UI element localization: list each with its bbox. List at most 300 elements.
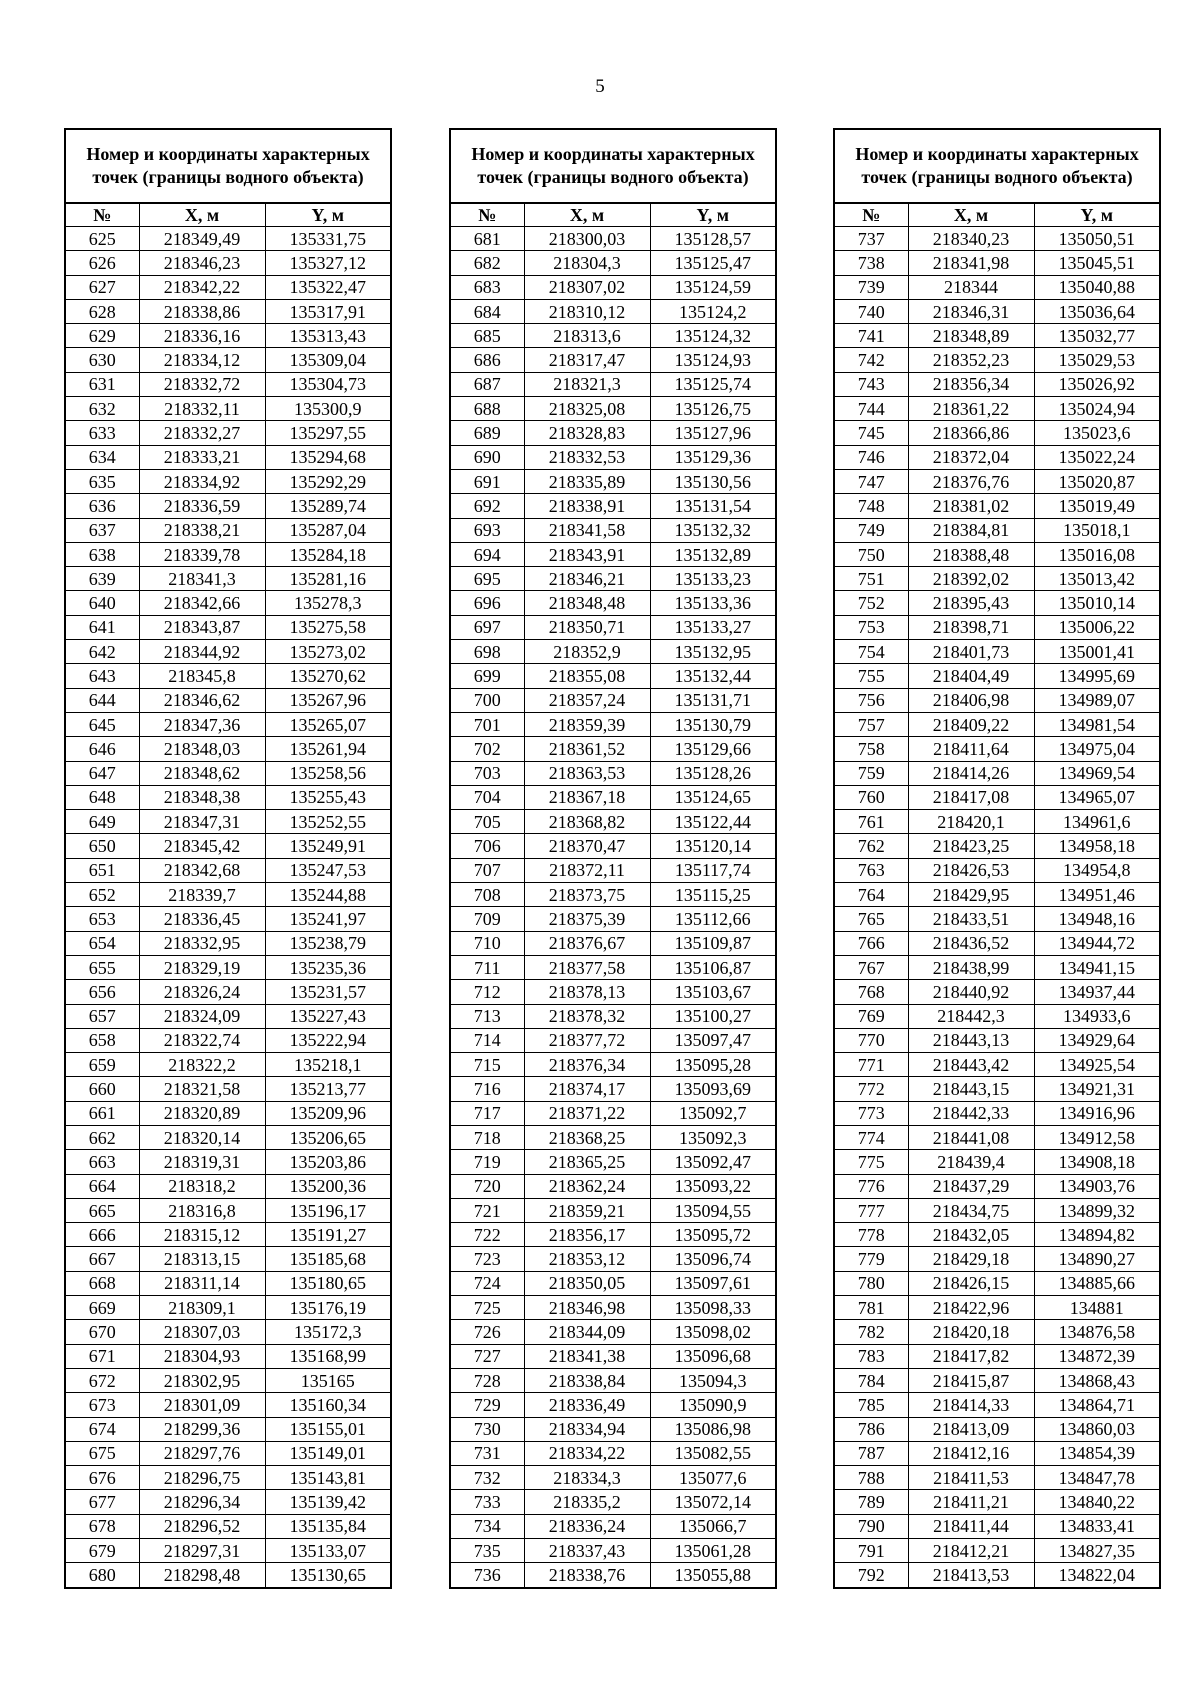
x-coordinate-cell: 218377,72	[524, 1028, 650, 1052]
x-coordinate-cell: 218349,49	[139, 227, 265, 251]
point-number-cell: 761	[834, 810, 908, 834]
table-row	[450, 761, 776, 785]
y-coordinate-cell: 135176,19	[265, 1296, 391, 1320]
y-coordinate-cell: 134833,41	[1034, 1514, 1160, 1538]
point-number-cell: 718	[450, 1125, 524, 1149]
table-row	[834, 1150, 1160, 1174]
x-coordinate-cell: 218366,86	[908, 421, 1034, 445]
y-coordinate-cell: 134965,07	[1034, 785, 1160, 809]
y-coordinate-cell: 135133,27	[650, 615, 776, 639]
y-coordinate-cell: 134933,6	[1034, 1004, 1160, 1028]
point-number-cell: 739	[834, 275, 908, 299]
point-number-cell: 768	[834, 980, 908, 1004]
y-coordinate-cell: 135124,59	[650, 275, 776, 299]
y-coordinate-cell: 135036,64	[1034, 299, 1160, 323]
y-coordinate-cell: 135185,68	[265, 1247, 391, 1271]
y-coordinate-cell: 135010,14	[1034, 591, 1160, 615]
point-number-cell: 705	[450, 810, 524, 834]
point-number-cell: 790	[834, 1514, 908, 1538]
y-coordinate-cell: 135227,43	[265, 1004, 391, 1028]
table-row	[834, 980, 1160, 1004]
y-coordinate-cell: 135327,12	[265, 251, 391, 275]
x-coordinate-cell: 218413,09	[908, 1417, 1034, 1441]
point-number-cell: 750	[834, 542, 908, 566]
x-coordinate-cell: 218441,08	[908, 1125, 1034, 1149]
y-coordinate-cell: 135045,51	[1034, 251, 1160, 275]
point-number-cell: 744	[834, 397, 908, 421]
table-row	[65, 883, 391, 907]
point-number-cell: 792	[834, 1563, 908, 1588]
x-coordinate-cell: 218363,53	[524, 761, 650, 785]
x-coordinate-cell: 218332,53	[524, 445, 650, 469]
table-row	[65, 275, 391, 299]
y-coordinate-cell: 135284,18	[265, 542, 391, 566]
x-coordinate-cell: 218336,49	[524, 1393, 650, 1417]
y-coordinate-cell: 135127,96	[650, 421, 776, 445]
x-coordinate-cell: 218370,47	[524, 834, 650, 858]
y-coordinate-cell: 135304,73	[265, 372, 391, 396]
point-number-cell: 659	[65, 1053, 139, 1077]
table-row	[834, 931, 1160, 955]
table-row	[450, 251, 776, 275]
point-number-cell: 734	[450, 1514, 524, 1538]
table-row	[834, 445, 1160, 469]
y-coordinate-cell: 135129,36	[650, 445, 776, 469]
point-number-cell: 741	[834, 324, 908, 348]
point-number-cell: 775	[834, 1150, 908, 1174]
point-number-cell: 730	[450, 1417, 524, 1441]
x-coordinate-cell: 218398,71	[908, 615, 1034, 639]
table-row	[834, 640, 1160, 664]
x-coordinate-cell: 218414,33	[908, 1393, 1034, 1417]
point-number-cell: 691	[450, 469, 524, 493]
x-coordinate-cell: 218411,53	[908, 1466, 1034, 1490]
y-coordinate-cell: 135094,55	[650, 1198, 776, 1222]
table-row	[450, 1247, 776, 1271]
point-number-cell: 692	[450, 494, 524, 518]
table-row	[834, 1004, 1160, 1028]
table-row	[65, 227, 391, 251]
y-coordinate-cell: 135100,27	[650, 1004, 776, 1028]
x-coordinate-cell: 218348,03	[139, 737, 265, 761]
x-coordinate-cell: 218297,31	[139, 1539, 265, 1563]
point-number-cell: 688	[450, 397, 524, 421]
y-coordinate-cell: 135124,93	[650, 348, 776, 372]
x-coordinate-cell: 218359,21	[524, 1198, 650, 1222]
column-header-y: Y, м	[650, 203, 776, 227]
table-row	[65, 518, 391, 542]
y-coordinate-cell: 134868,43	[1034, 1368, 1160, 1392]
y-coordinate-cell: 135278,3	[265, 591, 391, 615]
x-coordinate-cell: 218373,75	[524, 883, 650, 907]
point-number-cell: 625	[65, 227, 139, 251]
y-coordinate-cell: 134840,22	[1034, 1490, 1160, 1514]
table-row	[65, 1514, 391, 1538]
y-coordinate-cell: 135086,98	[650, 1417, 776, 1441]
table-row	[834, 1053, 1160, 1077]
table-row	[65, 1539, 391, 1563]
table-row	[450, 737, 776, 761]
point-number-cell: 638	[65, 542, 139, 566]
x-coordinate-cell: 218296,34	[139, 1490, 265, 1514]
y-coordinate-cell: 135218,1	[265, 1053, 391, 1077]
point-number-cell: 686	[450, 348, 524, 372]
table-row	[450, 591, 776, 615]
table-row	[450, 980, 776, 1004]
table-row	[450, 712, 776, 736]
table-row	[65, 980, 391, 1004]
y-coordinate-cell: 134981,54	[1034, 712, 1160, 736]
x-coordinate-cell: 218404,49	[908, 664, 1034, 688]
point-number-cell: 684	[450, 299, 524, 323]
table-row	[65, 688, 391, 712]
table-row	[65, 737, 391, 761]
point-number-cell: 708	[450, 883, 524, 907]
point-number-cell: 653	[65, 907, 139, 931]
table-row	[450, 469, 776, 493]
point-number-cell: 658	[65, 1028, 139, 1052]
point-number-cell: 635	[65, 469, 139, 493]
y-coordinate-cell: 135168,99	[265, 1344, 391, 1368]
point-number-cell: 661	[65, 1101, 139, 1125]
point-number-cell: 776	[834, 1174, 908, 1198]
table-row	[450, 227, 776, 251]
y-coordinate-cell: 135130,56	[650, 469, 776, 493]
y-coordinate-cell: 135143,81	[265, 1466, 391, 1490]
point-number-cell: 676	[65, 1466, 139, 1490]
y-coordinate-cell: 135133,23	[650, 567, 776, 591]
x-coordinate-cell: 218334,12	[139, 348, 265, 372]
column-header-y: Y, м	[265, 203, 391, 227]
x-coordinate-cell: 218342,66	[139, 591, 265, 615]
table-row	[65, 834, 391, 858]
x-coordinate-cell: 218320,89	[139, 1101, 265, 1125]
y-coordinate-cell: 135191,27	[265, 1223, 391, 1247]
point-number-cell: 629	[65, 324, 139, 348]
point-number-cell: 652	[65, 883, 139, 907]
x-coordinate-cell: 218335,89	[524, 469, 650, 493]
y-coordinate-cell: 135094,3	[650, 1368, 776, 1392]
table-row	[65, 372, 391, 396]
x-coordinate-cell: 218420,1	[908, 810, 1034, 834]
x-coordinate-cell: 218333,21	[139, 445, 265, 469]
x-coordinate-cell: 218335,2	[524, 1490, 650, 1514]
table-row	[450, 542, 776, 566]
point-number-cell: 700	[450, 688, 524, 712]
column-header-x: X, м	[139, 203, 265, 227]
x-coordinate-cell: 218440,92	[908, 980, 1034, 1004]
y-coordinate-cell: 135050,51	[1034, 227, 1160, 251]
y-coordinate-cell: 135200,36	[265, 1174, 391, 1198]
x-coordinate-cell: 218350,71	[524, 615, 650, 639]
table-row	[834, 883, 1160, 907]
x-coordinate-cell: 218423,25	[908, 834, 1034, 858]
point-number-cell: 678	[65, 1514, 139, 1538]
x-coordinate-cell: 218356,17	[524, 1223, 650, 1247]
point-number-cell: 765	[834, 907, 908, 931]
x-coordinate-cell: 218443,15	[908, 1077, 1034, 1101]
x-coordinate-cell: 218368,25	[524, 1125, 650, 1149]
x-coordinate-cell: 218296,52	[139, 1514, 265, 1538]
x-coordinate-cell: 218436,52	[908, 931, 1034, 955]
y-coordinate-cell: 135222,94	[265, 1028, 391, 1052]
y-coordinate-cell: 135103,67	[650, 980, 776, 1004]
y-coordinate-cell: 135275,58	[265, 615, 391, 639]
point-number-cell: 640	[65, 591, 139, 615]
table-body	[834, 227, 1160, 1588]
x-coordinate-cell: 218332,27	[139, 421, 265, 445]
x-coordinate-cell: 218414,26	[908, 761, 1034, 785]
x-coordinate-cell: 218384,81	[908, 518, 1034, 542]
x-coordinate-cell: 218337,43	[524, 1539, 650, 1563]
point-number-cell: 746	[834, 445, 908, 469]
x-coordinate-cell: 218344,92	[139, 640, 265, 664]
point-number-cell: 747	[834, 469, 908, 493]
point-number-cell: 649	[65, 810, 139, 834]
y-coordinate-cell: 135023,6	[1034, 421, 1160, 445]
point-number-cell: 669	[65, 1296, 139, 1320]
table-row	[450, 664, 776, 688]
y-coordinate-cell: 134864,71	[1034, 1393, 1160, 1417]
table-row	[65, 324, 391, 348]
x-coordinate-cell: 218342,22	[139, 275, 265, 299]
point-number-cell: 694	[450, 542, 524, 566]
point-number-cell: 737	[834, 227, 908, 251]
x-coordinate-cell: 218422,96	[908, 1296, 1034, 1320]
coordinates-table-3	[833, 128, 1161, 1589]
x-coordinate-cell: 218346,21	[524, 567, 650, 591]
table-row	[65, 1344, 391, 1368]
point-number-cell: 728	[450, 1368, 524, 1392]
table-row	[65, 1368, 391, 1392]
point-number-cell: 660	[65, 1077, 139, 1101]
y-coordinate-cell: 135196,17	[265, 1198, 391, 1222]
x-coordinate-cell: 218439,4	[908, 1150, 1034, 1174]
table-row	[450, 1028, 776, 1052]
y-coordinate-cell: 135112,66	[650, 907, 776, 931]
y-coordinate-cell: 135309,04	[265, 348, 391, 372]
column-header-number: №	[65, 203, 139, 227]
y-coordinate-cell: 134948,16	[1034, 907, 1160, 931]
point-number-cell: 715	[450, 1053, 524, 1077]
table-row	[450, 1368, 776, 1392]
y-coordinate-cell: 135117,74	[650, 858, 776, 882]
table-row	[834, 227, 1160, 251]
y-coordinate-cell: 135093,22	[650, 1174, 776, 1198]
x-coordinate-cell: 218426,53	[908, 858, 1034, 882]
table-row	[65, 664, 391, 688]
x-coordinate-cell: 218344,09	[524, 1320, 650, 1344]
x-coordinate-cell: 218345,8	[139, 664, 265, 688]
table-row	[450, 955, 776, 979]
table-row	[65, 712, 391, 736]
x-coordinate-cell: 218328,83	[524, 421, 650, 445]
x-coordinate-cell: 218336,59	[139, 494, 265, 518]
point-number-cell: 642	[65, 640, 139, 664]
x-coordinate-cell: 218304,93	[139, 1344, 265, 1368]
x-coordinate-cell: 218376,76	[908, 469, 1034, 493]
y-coordinate-cell: 135077,6	[650, 1466, 776, 1490]
y-coordinate-cell: 135180,65	[265, 1271, 391, 1295]
point-number-cell: 628	[65, 299, 139, 323]
point-number-cell: 665	[65, 1198, 139, 1222]
y-coordinate-cell: 135247,53	[265, 858, 391, 882]
x-coordinate-cell: 218371,22	[524, 1101, 650, 1125]
point-number-cell: 738	[834, 251, 908, 275]
table-row	[65, 785, 391, 809]
table-row	[450, 810, 776, 834]
point-number-cell: 725	[450, 1296, 524, 1320]
table-row	[65, 494, 391, 518]
point-number-cell: 758	[834, 737, 908, 761]
y-coordinate-cell: 135252,55	[265, 810, 391, 834]
point-number-cell: 754	[834, 640, 908, 664]
x-coordinate-cell: 218388,48	[908, 542, 1034, 566]
table-row	[450, 1296, 776, 1320]
y-coordinate-cell: 135016,08	[1034, 542, 1160, 566]
point-number-cell: 662	[65, 1125, 139, 1149]
x-coordinate-cell: 218359,39	[524, 712, 650, 736]
x-coordinate-cell: 218352,23	[908, 348, 1034, 372]
x-coordinate-cell: 218376,67	[524, 931, 650, 955]
x-coordinate-cell: 218316,8	[139, 1198, 265, 1222]
y-coordinate-cell: 135096,68	[650, 1344, 776, 1368]
table-row	[834, 1223, 1160, 1247]
y-coordinate-cell: 135241,97	[265, 907, 391, 931]
table-row	[65, 810, 391, 834]
table-row	[450, 494, 776, 518]
point-number-cell: 786	[834, 1417, 908, 1441]
point-number-cell: 787	[834, 1441, 908, 1465]
y-coordinate-cell: 135124,2	[650, 299, 776, 323]
x-coordinate-cell: 218334,94	[524, 1417, 650, 1441]
y-coordinate-cell: 135128,26	[650, 761, 776, 785]
x-coordinate-cell: 218392,02	[908, 567, 1034, 591]
point-number-cell: 736	[450, 1563, 524, 1588]
x-coordinate-cell: 218348,62	[139, 761, 265, 785]
y-coordinate-cell: 134916,96	[1034, 1101, 1160, 1125]
table-row	[450, 1417, 776, 1441]
table-row	[834, 1441, 1160, 1465]
table-row	[834, 712, 1160, 736]
table-row	[834, 858, 1160, 882]
table-row	[834, 688, 1160, 712]
y-coordinate-cell: 134847,78	[1034, 1466, 1160, 1490]
y-coordinate-cell: 135231,57	[265, 980, 391, 1004]
table-row	[65, 469, 391, 493]
x-coordinate-cell: 218437,29	[908, 1174, 1034, 1198]
x-coordinate-cell: 218357,24	[524, 688, 650, 712]
table-row	[65, 348, 391, 372]
table-row	[65, 1271, 391, 1295]
y-coordinate-cell: 135149,01	[265, 1441, 391, 1465]
point-number-cell: 751	[834, 567, 908, 591]
table-row	[834, 1344, 1160, 1368]
table-row	[65, 1150, 391, 1174]
point-number-cell: 767	[834, 955, 908, 979]
y-coordinate-cell: 135132,32	[650, 518, 776, 542]
x-coordinate-cell: 218311,14	[139, 1271, 265, 1295]
point-number-cell: 769	[834, 1004, 908, 1028]
x-coordinate-cell: 218438,99	[908, 955, 1034, 979]
table-row	[834, 324, 1160, 348]
table-row	[834, 251, 1160, 275]
x-coordinate-cell: 218322,74	[139, 1028, 265, 1052]
y-coordinate-cell: 135106,87	[650, 955, 776, 979]
point-number-cell: 699	[450, 664, 524, 688]
x-coordinate-cell: 218361,22	[908, 397, 1034, 421]
y-coordinate-cell: 135072,14	[650, 1490, 776, 1514]
point-number-cell: 724	[450, 1271, 524, 1295]
point-number-cell: 709	[450, 907, 524, 931]
y-coordinate-cell: 135040,88	[1034, 275, 1160, 299]
table-row	[65, 1417, 391, 1441]
table-row	[65, 397, 391, 421]
table-body	[450, 227, 776, 1588]
y-coordinate-cell: 135322,47	[265, 275, 391, 299]
x-coordinate-cell: 218296,75	[139, 1466, 265, 1490]
x-coordinate-cell: 218341,38	[524, 1344, 650, 1368]
point-number-cell: 626	[65, 251, 139, 275]
x-coordinate-cell: 218374,17	[524, 1077, 650, 1101]
table-row	[834, 421, 1160, 445]
point-number-cell: 748	[834, 494, 908, 518]
table-row	[450, 1271, 776, 1295]
table-row	[450, 1539, 776, 1563]
point-number-cell: 735	[450, 1539, 524, 1563]
x-coordinate-cell: 218341,58	[524, 518, 650, 542]
x-coordinate-cell: 218356,34	[908, 372, 1034, 396]
y-coordinate-cell: 135165	[265, 1368, 391, 1392]
point-number-cell: 698	[450, 640, 524, 664]
y-coordinate-cell: 135125,74	[650, 372, 776, 396]
x-coordinate-cell: 218345,42	[139, 834, 265, 858]
table-row	[834, 348, 1160, 372]
x-coordinate-cell: 218376,34	[524, 1053, 650, 1077]
point-number-cell: 645	[65, 712, 139, 736]
point-number-cell: 631	[65, 372, 139, 396]
table-row	[450, 1320, 776, 1344]
table-body	[65, 227, 391, 1588]
x-coordinate-cell: 218340,23	[908, 227, 1034, 251]
table-row	[834, 1174, 1160, 1198]
x-coordinate-cell: 218347,31	[139, 810, 265, 834]
table-row	[834, 1393, 1160, 1417]
x-coordinate-cell: 218334,22	[524, 1441, 650, 1465]
y-coordinate-cell: 135092,3	[650, 1125, 776, 1149]
y-coordinate-cell: 135133,07	[265, 1539, 391, 1563]
table-row	[834, 1368, 1160, 1392]
y-coordinate-cell: 135160,34	[265, 1393, 391, 1417]
y-coordinate-cell: 135289,74	[265, 494, 391, 518]
table-row	[450, 1344, 776, 1368]
table-row	[834, 615, 1160, 639]
table-row	[834, 299, 1160, 323]
point-number-cell: 771	[834, 1053, 908, 1077]
table-row	[65, 445, 391, 469]
x-coordinate-cell: 218300,03	[524, 227, 650, 251]
table-row	[450, 1223, 776, 1247]
point-number-cell: 778	[834, 1223, 908, 1247]
x-coordinate-cell: 218375,39	[524, 907, 650, 931]
table-row	[834, 469, 1160, 493]
x-coordinate-cell: 218429,95	[908, 883, 1034, 907]
y-coordinate-cell: 135213,77	[265, 1077, 391, 1101]
point-number-cell: 716	[450, 1077, 524, 1101]
table-row	[834, 542, 1160, 566]
point-number-cell: 706	[450, 834, 524, 858]
x-coordinate-cell: 218304,3	[524, 251, 650, 275]
